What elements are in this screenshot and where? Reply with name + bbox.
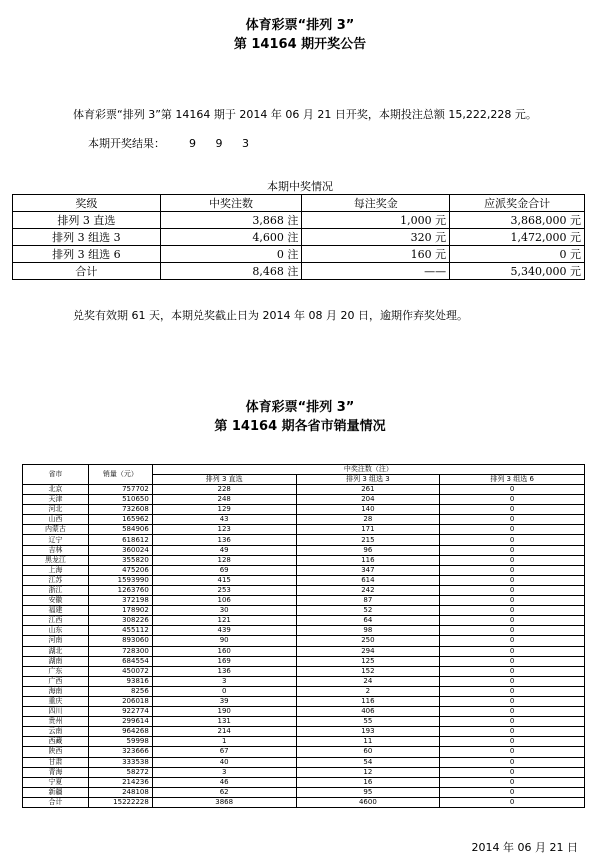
- prize-table-cell: 320 元: [302, 229, 450, 246]
- sales-table-cell: 0: [440, 575, 585, 585]
- sales-table-cell: 0: [440, 787, 585, 797]
- announcement-title: 体育彩票“排列 3”: [245, 18, 355, 33]
- sales-table-row: [23, 505, 585, 515]
- sales-table-cell: 甘肃: [23, 757, 89, 767]
- sales-table-cell: 12: [296, 767, 440, 777]
- sales-table-cell: 160: [152, 646, 296, 656]
- prize-table-cell: 1,000 元: [302, 212, 450, 229]
- sales-table-row: [23, 787, 585, 797]
- sales-table-cell: 0: [440, 535, 585, 545]
- sales-table-row: [23, 707, 585, 717]
- sales-table-cell: 安徽: [23, 596, 89, 606]
- prize-table-cell: 5,340,000 元: [450, 263, 585, 280]
- sales-table-row: [23, 737, 585, 747]
- sales-table-cell: 28: [296, 515, 440, 525]
- sales-table-cell: 732608: [88, 505, 152, 515]
- sales-table-cell: 3868: [152, 797, 296, 807]
- sales-table-cell: 辽宁: [23, 535, 89, 545]
- sales-table-cell: 253: [152, 585, 296, 595]
- sales-table-cell: 内蒙古: [23, 525, 89, 535]
- prize-table-cell: 排列 3 直选: [13, 212, 161, 229]
- sales-subtitle: 第 14164 期各省市销量情况: [214, 419, 386, 434]
- sales-table-row: [23, 515, 585, 525]
- sales-table-cell: 204: [296, 495, 440, 505]
- sales-table-cell: 248108: [88, 787, 152, 797]
- sales-table-cell: 2: [296, 686, 440, 696]
- prize-table-cell: 0 元: [450, 246, 585, 263]
- sales-table-row: [23, 545, 585, 555]
- sales-header-group: 中奖注数（注）: [152, 465, 584, 475]
- sales-table-cell: 1263760: [88, 585, 152, 595]
- sales-table-cell: 964268: [88, 727, 152, 737]
- sales-table-cell: 0: [440, 626, 585, 636]
- sales-table-row: [23, 616, 585, 626]
- sales-table-cell: 169: [152, 656, 296, 666]
- sales-table-cell: 0: [440, 525, 585, 535]
- sales-table-cell: 0: [440, 737, 585, 747]
- sales-table-row: [23, 767, 585, 777]
- sales-table-cell: 323666: [88, 747, 152, 757]
- prize-table-cell: 3,868 注: [160, 212, 302, 229]
- sales-table-cell: 0: [440, 495, 585, 505]
- prize-table-cell: 合计: [13, 263, 161, 280]
- sales-table-cell: 0: [440, 585, 585, 595]
- prize-header-cell: 中奖注数: [160, 195, 302, 212]
- sales-table-cell: 893060: [88, 636, 152, 646]
- sales-table-cell: 0: [440, 636, 585, 646]
- sales-table-row: [23, 686, 585, 696]
- sales-table-cell: 406: [296, 707, 440, 717]
- sales-table-cell: 山西: [23, 515, 89, 525]
- prize-header-cell: 每注奖金: [302, 195, 450, 212]
- prize-table-cell: 排列 3 组选 6: [13, 246, 161, 263]
- sales-table-row: [23, 565, 585, 575]
- sales-table-cell: 214236: [88, 777, 152, 787]
- sales-table-cell: 0: [440, 606, 585, 616]
- prize-table-row: [13, 263, 585, 280]
- sales-table-row: [23, 495, 585, 505]
- sales-title: 体育彩票“排列 3”: [245, 400, 355, 415]
- sales-table-cell: 584906: [88, 525, 152, 535]
- sales-table-cell: 黑龙江: [23, 555, 89, 565]
- sales-table-cell: 261: [296, 485, 440, 495]
- sales-table-row: [23, 596, 585, 606]
- sales-table-cell: 757702: [88, 485, 152, 495]
- sales-table-cell: 合计: [23, 797, 89, 807]
- prize-table-cell: 160 元: [302, 246, 450, 263]
- sales-table-cell: 93816: [88, 676, 152, 686]
- announcement-subtitle: 第 14164 期开奖公告: [233, 37, 367, 52]
- sales-table-cell: 193: [296, 727, 440, 737]
- sales-table-cell: 450072: [88, 666, 152, 676]
- sales-table-cell: 青海: [23, 767, 89, 777]
- sales-table-row: [23, 757, 585, 767]
- sales-table-cell: 0: [440, 666, 585, 676]
- sales-table-cell: 360024: [88, 545, 152, 555]
- sales-table-row: [23, 636, 585, 646]
- sales-table-cell: 308226: [88, 616, 152, 626]
- prize-header-cell: 应派奖金合计: [450, 195, 585, 212]
- sales-table-cell: 0: [152, 686, 296, 696]
- sales-table-cell: 455112: [88, 626, 152, 636]
- sales-table-cell: 64: [296, 616, 440, 626]
- sales-table-cell: 15222228: [88, 797, 152, 807]
- sales-table-cell: 四川: [23, 707, 89, 717]
- sales-table-row: [23, 646, 585, 656]
- sales-table-cell: 59998: [88, 737, 152, 747]
- sales-table-cell: 121: [152, 616, 296, 626]
- prize-table-cell: 4,600 注: [160, 229, 302, 246]
- prize-table-cell: 0 注: [160, 246, 302, 263]
- sales-table-cell: 3: [152, 676, 296, 686]
- sales-table-cell: 云南: [23, 727, 89, 737]
- sales-table-cell: 116: [296, 555, 440, 565]
- sales-table-cell: 江苏: [23, 575, 89, 585]
- sales-table-cell: 0: [440, 777, 585, 787]
- sales-table-cell: 0: [440, 485, 585, 495]
- sales-table-cell: 西藏: [23, 737, 89, 747]
- sales-table-row: [23, 575, 585, 585]
- prize-table-cell: 8,468 注: [160, 263, 302, 280]
- sales-table-row: [23, 606, 585, 616]
- sales-table-cell: 新疆: [23, 787, 89, 797]
- sales-table-cell: 248: [152, 495, 296, 505]
- sales-table-cell: 广东: [23, 666, 89, 676]
- sales-table-cell: 299614: [88, 717, 152, 727]
- sales-table-cell: 0: [440, 686, 585, 696]
- sales-table-cell: 43: [152, 515, 296, 525]
- sales-table-cell: 439: [152, 626, 296, 636]
- sales-table-cell: 90: [152, 636, 296, 646]
- sales-table-cell: 0: [440, 545, 585, 555]
- prize-table-cell: 1,472,000 元: [450, 229, 585, 246]
- sales-table-cell: 215: [296, 535, 440, 545]
- sales-table-cell: 11: [296, 737, 440, 747]
- prize-table-cell: 3,868,000 元: [450, 212, 585, 229]
- sales-table-cell: 上海: [23, 565, 89, 575]
- sales-table-cell: 陕西: [23, 747, 89, 757]
- draw-result: [88, 135, 257, 151]
- sales-table-cell: 重庆: [23, 696, 89, 706]
- sales-table-cell: 242: [296, 585, 440, 595]
- footer-date: 2014 年 06 月 21 日: [471, 841, 578, 854]
- sales-table-cell: 355820: [88, 555, 152, 565]
- sales-table-cell: 684554: [88, 656, 152, 666]
- prize-table-caption: 本期中奖情况: [267, 180, 333, 193]
- sales-table-cell: 171: [296, 525, 440, 535]
- sales-table-cell: 347: [296, 565, 440, 575]
- sales-table-cell: 98: [296, 626, 440, 636]
- sales-table-cell: 178902: [88, 606, 152, 616]
- sales-table-cell: 3: [152, 767, 296, 777]
- sales-table-row: [23, 626, 585, 636]
- sales-table-cell: 宁夏: [23, 777, 89, 787]
- sales-table-cell: 136: [152, 666, 296, 676]
- sales-table-row: [23, 797, 585, 807]
- sales-table-cell: 62: [152, 787, 296, 797]
- sales-table-cell: 0: [440, 646, 585, 656]
- sales-table-cell: 40: [152, 757, 296, 767]
- sales-header-province: 省市: [23, 465, 89, 485]
- sales-table-cell: 30: [152, 606, 296, 616]
- sales-table-cell: 67: [152, 747, 296, 757]
- sales-table-cell: 0: [440, 797, 585, 807]
- sales-table-cell: 510650: [88, 495, 152, 505]
- sales-table-cell: 214: [152, 727, 296, 737]
- sales-table-cell: 福建: [23, 606, 89, 616]
- sales-table-row: [23, 747, 585, 757]
- sales-table-cell: 152: [296, 666, 440, 676]
- prize-table-row: [13, 246, 585, 263]
- sales-table-cell: 165962: [88, 515, 152, 525]
- sales-table-cell: 140: [296, 505, 440, 515]
- sales-table-cell: 250: [296, 636, 440, 646]
- sales-table-cell: 206018: [88, 696, 152, 706]
- sales-table-cell: 0: [440, 767, 585, 777]
- sales-table-cell: 0: [440, 757, 585, 767]
- sales-table-cell: 95: [296, 787, 440, 797]
- prize-table: [12, 194, 585, 280]
- sales-table-cell: 46: [152, 777, 296, 787]
- sales-table-cell: 128: [152, 555, 296, 565]
- sales-table-cell: 0: [440, 747, 585, 757]
- sales-table-cell: 131: [152, 717, 296, 727]
- sales-table-cell: 0: [440, 707, 585, 717]
- sales-table-cell: 8256: [88, 686, 152, 696]
- draw-result-label: 本期开奖结果：: [88, 137, 165, 150]
- prize-table-cell: ——: [302, 263, 450, 280]
- sales-table-cell: 0: [440, 616, 585, 626]
- sales-table-row: [23, 777, 585, 787]
- draw-result-numbers: 9 9 3: [189, 137, 257, 150]
- sales-table-cell: 4600: [296, 797, 440, 807]
- sales-table-row: [23, 696, 585, 706]
- sales-table-cell: 475206: [88, 565, 152, 575]
- sales-table-cell: 北京: [23, 485, 89, 495]
- sales-table-cell: 136: [152, 535, 296, 545]
- sales-table-cell: 39: [152, 696, 296, 706]
- sales-table-cell: 54: [296, 757, 440, 767]
- sales-table-cell: 0: [440, 696, 585, 706]
- prize-table-cell: 排列 3 组选 3: [13, 229, 161, 246]
- sales-table-row: [23, 585, 585, 595]
- sales-table-row: [23, 676, 585, 686]
- sales-table-cell: 728300: [88, 646, 152, 656]
- sales-header-sub: 排列 3 组选 3: [296, 475, 440, 485]
- sales-table-row: [23, 656, 585, 666]
- sales-table-cell: 16: [296, 777, 440, 787]
- sales-table-cell: 河北: [23, 505, 89, 515]
- sales-table: [22, 464, 585, 808]
- sales-table-cell: 湖南: [23, 656, 89, 666]
- sales-table-cell: 1593990: [88, 575, 152, 585]
- sales-table-cell: 河南: [23, 636, 89, 646]
- sales-table-cell: 0: [440, 596, 585, 606]
- sales-table-row: [23, 727, 585, 737]
- announcement-summary: 体育彩票“排列 3”第 14164 期于 2014 年 06 月 21 日开奖，本期投注总额 15,222,228 元。: [73, 108, 537, 121]
- sales-table-cell: 49: [152, 545, 296, 555]
- sales-table-cell: 96: [296, 545, 440, 555]
- validity-notice: 兑奖有效期 61 天，本期兑奖截止日为 2014 年 08 月 20 日，逾期作弃奖处理。: [73, 309, 468, 322]
- sales-table-cell: 55: [296, 717, 440, 727]
- sales-table-cell: 山东: [23, 626, 89, 636]
- sales-table-cell: 372198: [88, 596, 152, 606]
- sales-table-cell: 浙江: [23, 585, 89, 595]
- sales-table-row: [23, 535, 585, 545]
- sales-table-row: [23, 525, 585, 535]
- sales-header-amount: 销量（元）: [88, 465, 152, 485]
- sales-table-cell: 58272: [88, 767, 152, 777]
- sales-table-cell: 湖北: [23, 646, 89, 656]
- sales-table-cell: 0: [440, 565, 585, 575]
- sales-table-cell: 吉林: [23, 545, 89, 555]
- sales-table-cell: 116: [296, 696, 440, 706]
- sales-header-sub: 排列 3 直选: [152, 475, 296, 485]
- sales-table-cell: 广西: [23, 676, 89, 686]
- sales-table-cell: 24: [296, 676, 440, 686]
- sales-table-cell: 52: [296, 606, 440, 616]
- sales-table-cell: 614: [296, 575, 440, 585]
- sales-table-cell: 922774: [88, 707, 152, 717]
- sales-table-row: [23, 666, 585, 676]
- sales-table-cell: 190: [152, 707, 296, 717]
- sales-table-cell: 333538: [88, 757, 152, 767]
- sales-table-cell: 415: [152, 575, 296, 585]
- sales-table-cell: 江西: [23, 616, 89, 626]
- prize-table-row: [13, 212, 585, 229]
- sales-table-cell: 0: [440, 656, 585, 666]
- sales-table-cell: 0: [440, 717, 585, 727]
- sales-table-cell: 87: [296, 596, 440, 606]
- sales-table-cell: 0: [440, 505, 585, 515]
- sales-table-cell: 618612: [88, 535, 152, 545]
- sales-table-cell: 0: [440, 555, 585, 565]
- sales-table-cell: 125: [296, 656, 440, 666]
- sales-table-cell: 294: [296, 646, 440, 656]
- sales-table-cell: 海南: [23, 686, 89, 696]
- sales-table-row: [23, 485, 585, 495]
- sales-table-cell: 1: [152, 737, 296, 747]
- sales-header-sub: 排列 3 组选 6: [440, 475, 585, 485]
- sales-table-cell: 106: [152, 596, 296, 606]
- sales-table-cell: 123: [152, 525, 296, 535]
- prize-header-cell: 奖级: [13, 195, 161, 212]
- sales-table-cell: 60: [296, 747, 440, 757]
- sales-table-cell: 0: [440, 515, 585, 525]
- prize-table-header: [13, 195, 585, 212]
- sales-table-cell: 129: [152, 505, 296, 515]
- sales-table-cell: 0: [440, 727, 585, 737]
- sales-table-cell: 0: [440, 676, 585, 686]
- sales-table-cell: 228: [152, 485, 296, 495]
- sales-table-cell: 天津: [23, 495, 89, 505]
- sales-table-row: [23, 555, 585, 565]
- sales-table-row: [23, 717, 585, 727]
- prize-table-row: [13, 229, 585, 246]
- sales-table-cell: 69: [152, 565, 296, 575]
- sales-table-cell: 贵州: [23, 717, 89, 727]
